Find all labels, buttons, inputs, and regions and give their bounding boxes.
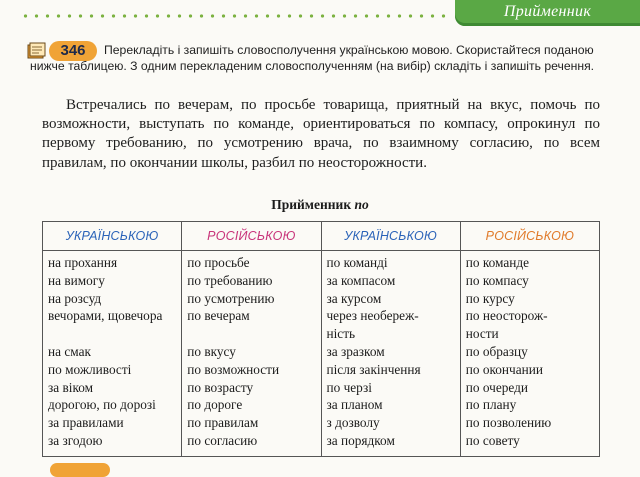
header-russian-2: РОСІЙСЬКОЮ xyxy=(485,229,575,243)
table-cell: по курсу xyxy=(465,290,515,306)
table-cell: по вечерам xyxy=(187,308,250,324)
table-cell: по плану xyxy=(465,397,517,413)
header-russian-1: РОСІЙСЬКОЮ xyxy=(182,222,321,250)
table-cell: по усмотрению xyxy=(187,290,275,306)
table-title-word: по xyxy=(354,197,369,212)
table-cell: вечорами, щовечора xyxy=(48,308,163,324)
table-cell: по можливості xyxy=(48,361,132,377)
table-title-text: Прийменник xyxy=(271,197,352,212)
column-russian-1 xyxy=(182,251,321,457)
table-cell: по команді xyxy=(326,255,388,270)
table-cell: по окончании xyxy=(465,361,543,377)
table-cell: за правилами xyxy=(48,415,124,431)
table-cell: дорогою, по дорозі xyxy=(48,397,156,413)
table-cell: по дороге xyxy=(187,397,243,413)
table-cell: з дозволу xyxy=(326,415,380,431)
dotted-divider xyxy=(20,13,450,19)
header-ukrainian-1: УКРАЇНСЬКОЮ xyxy=(43,222,182,250)
task-number: 346 xyxy=(49,41,97,61)
table-cell: ність xyxy=(326,326,356,342)
table-cell: через необереж- xyxy=(326,308,419,324)
table-body xyxy=(43,251,599,457)
translation-table xyxy=(42,221,600,457)
table-cell: за віком xyxy=(48,379,94,395)
table-cell: по требованию xyxy=(187,272,273,288)
table-cell: по образцу xyxy=(465,343,528,359)
table-cell: за планом xyxy=(326,397,383,413)
table-cell: по возрасту xyxy=(187,379,254,395)
next-task-marker xyxy=(50,463,110,477)
task-instruction: Перекладіть і запишіть словосполучення українською мовою. Скористайтеся поданою нижче таблицею. З одним перекладеним словосполученням (на вибір) складіть і запишіть речення. xyxy=(30,43,595,73)
table-cell: по вкусу xyxy=(187,343,236,359)
table-cell: після закінчення xyxy=(326,361,421,377)
table-cell: по черзі xyxy=(326,379,372,395)
table-cell: за компасом xyxy=(326,272,396,288)
table-cell: по позволению xyxy=(465,415,552,431)
table-cell: по команде xyxy=(465,255,530,270)
table-cell: по компасу xyxy=(465,272,529,288)
table-cell: за зразком xyxy=(326,343,385,359)
table-header-row xyxy=(43,222,599,251)
section-label: Прийменник xyxy=(503,3,592,20)
header-ukrainian-2: УКРАЇНСЬКОЮ xyxy=(322,222,461,250)
section-tab xyxy=(455,0,640,26)
column-ukrainian-2 xyxy=(322,251,461,457)
table-cell: на вимогу xyxy=(48,272,105,288)
table-cell: за курсом xyxy=(326,290,382,306)
table-cell: за згодою xyxy=(48,432,103,448)
table-cell: по возможности xyxy=(187,361,280,377)
table-cell: на розсуд xyxy=(48,290,102,306)
table-cell: ности xyxy=(465,326,499,342)
table-cell: по совету xyxy=(465,432,520,448)
table-cell: по согласию xyxy=(187,432,258,448)
table-cell: по неосторож- xyxy=(465,308,548,324)
table-title xyxy=(0,197,640,213)
table-cell: на прохання xyxy=(48,255,118,270)
table-cell xyxy=(187,325,320,343)
table-cell xyxy=(48,325,181,343)
column-ukrainian-1 xyxy=(43,251,182,457)
column-russian-2 xyxy=(461,251,599,457)
exercise-text: Встречались по вечерам, по просьбе товарища, приятный на вкус, помочь по возможности, выступать по команде, ориентироваться по компасу, опрокинул по первому требованию, по усмотрению врача, по взаимному согласию, по всем правилам, по окончании школы, разбил по неосторожности. xyxy=(42,97,600,171)
table-cell: за порядком xyxy=(326,432,395,448)
table-cell: на смак xyxy=(48,343,91,359)
table-cell: по просьбе xyxy=(187,255,250,270)
table-cell: по правилам xyxy=(187,415,259,431)
table-cell: по очереди xyxy=(465,379,528,395)
